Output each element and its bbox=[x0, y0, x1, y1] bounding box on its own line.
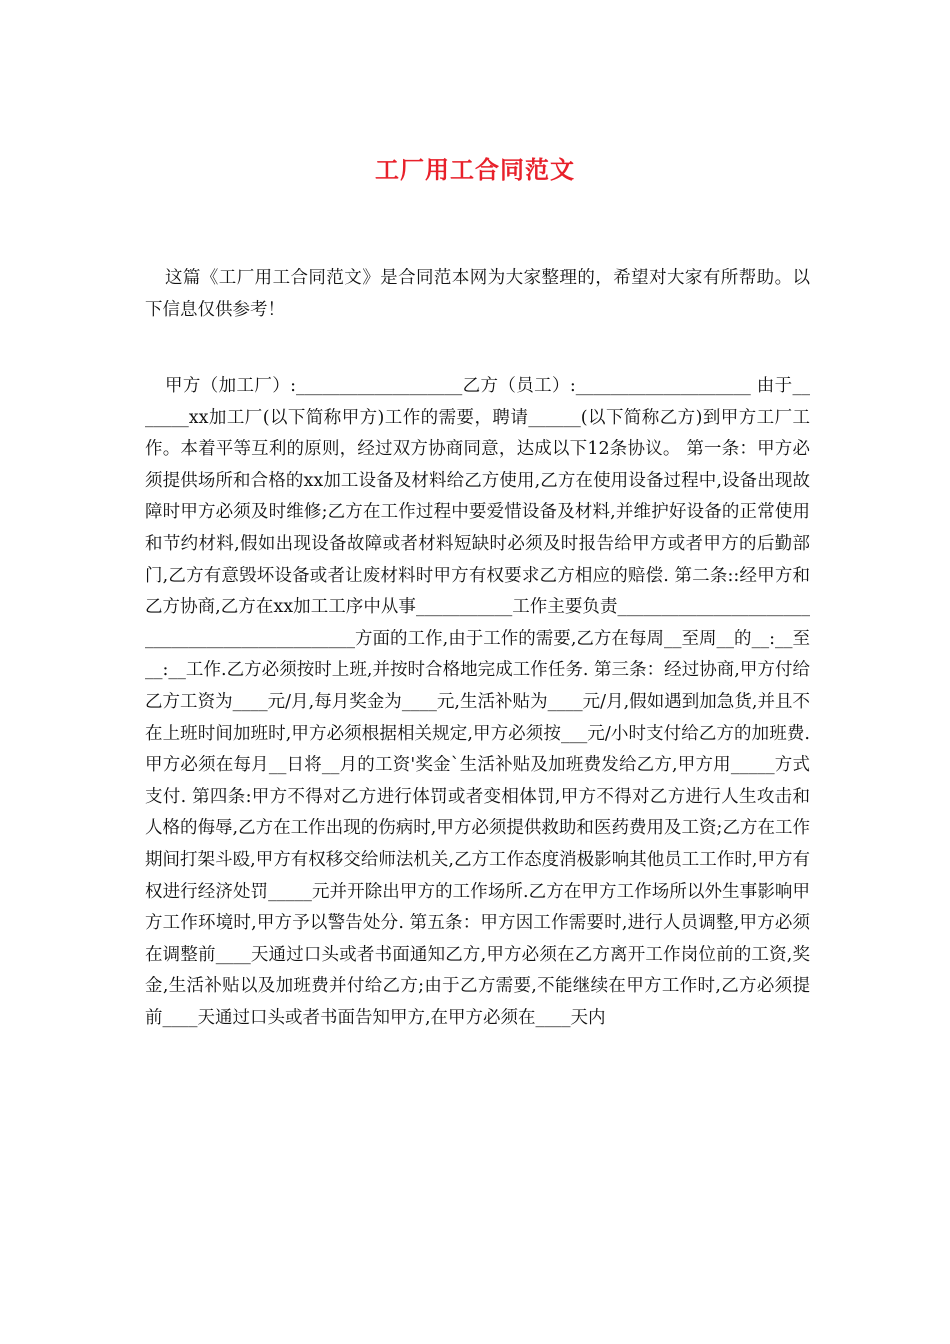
contract-body-paragraph: 甲方（加工厂）:___________________乙方（员工）:____________________ 由于_______xx加工厂(以下简称甲方)工作的需要，聘请______(以下简称乙方)到甲方工厂工作。本着平等互利的原则，经过双方协商同意，达成以下12条协议。 第一条：甲方必须提供场所和合格的xx加工设备及材料给乙方使用,乙方在使用设备过程中,设备出现故障时甲方必须及时维修;乙方在工作过程中要爱惜设备及材料,并维护好设备的正常使用和节约材料,假如出现设备故障或者材料短缺时必须及时报告给甲方或者甲方的后勤部门,乙方有意毁坏设备或者让废材料时甲方有权要求乙方相应的赔偿. 第二条::经甲方和乙方协商,乙方在xx加工工序中从事___________工作主要负责______________________________________________方面的工作,由于工作的需要,乙方在每周__至周__的__:__至__:__工作.乙方必须按时上班,并按时合格地完成工作任务. 第三条：经过协商,甲方付给乙方工资为____元/月,每月奖金为____元,生活补贴为____元/月,假如遇到加急货,并且不在上班时间加班时,甲方必须根据相关规定,甲方必须按___元/小时支付给乙方的加班费.甲方必须在每月__日将__月的工资'奖金`生活补贴及加班费发给乙方,甲方用_____方式支付. 第四条:甲方不得对乙方进行体罚或者变相体罚,甲方不得对乙方进行人生攻击和人格的侮辱,乙方在工作出现的伤病时,甲方必须提供救助和医药费用及工资;乙方在工作期间打架斗殴,甲方有权移交给师法机关,乙方工作态度消极影响其他员工工作时,甲方有权进行经济处罚_____元并开除出甲方的工作场所.乙方在甲方工作场所以外生事影响甲方工作环境时,甲方予以警告处分. 第五条：甲方因工作需要时,进行人员调整,甲方必须在调整前____天通过口头或者书面通知乙方,甲方必须在乙方离开工作岗位前的工资,奖金,生活补贴以及加班费并付给乙方;由于乙方需要,不能继续在甲方工作时,乙方必须提前____天通过口头或者书面告知甲方,在甲方必须在____天内 bbox=[145, 376, 810, 1028]
intro-paragraph: 这篇《工厂用工合同范文》是合同范本网为大家整理的，希望对大家有所帮助。以下信息仅供参考！ bbox=[145, 268, 810, 320]
document-title: 工厂用工合同范文 bbox=[375, 155, 575, 184]
